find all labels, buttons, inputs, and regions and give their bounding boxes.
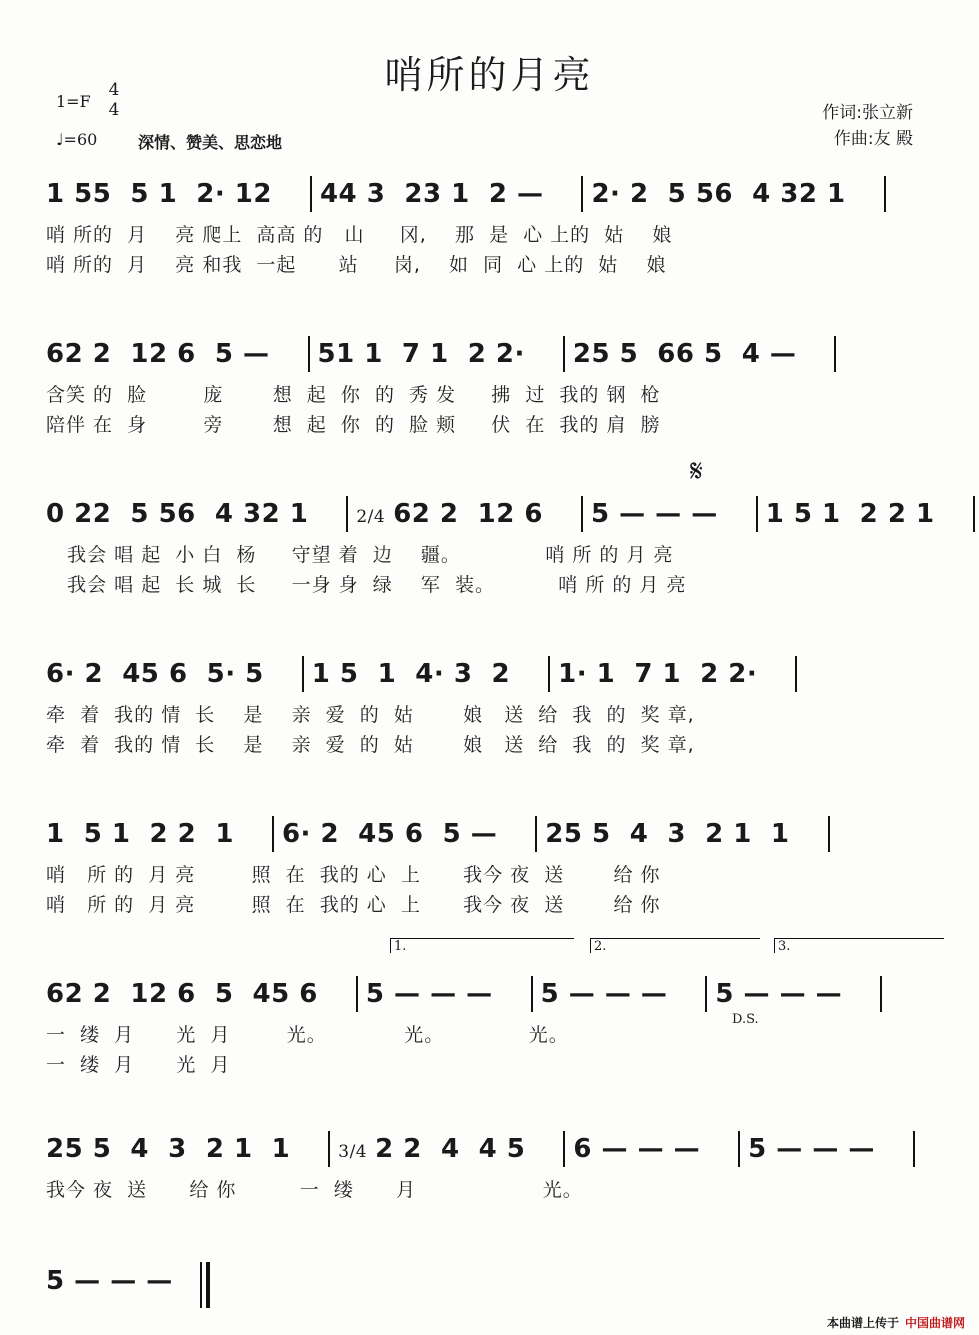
- notes-row: 6· 2 45 6 5· 5 1 5 1 4· 3 2 1· 1 7 1 2 2·: [46, 656, 805, 692]
- notes-row: 1 5 1 2 2 1 6· 2 45 6 5 — 25 5 4 3 2 1 1: [46, 816, 838, 852]
- composer-credit: 作曲:友 殿: [833, 129, 913, 149]
- volta-3: 3.: [774, 938, 944, 953]
- lyrics-verse-1: 含笑 的 脸 庞 想 起 你 的 秀 发 拂 过 我的 钢 枪: [46, 384, 661, 406]
- lyrics-verse-1: 哨 所的 月 亮 爬上 高高 的 山 冈, 那 是 心 上的 姑 娘: [46, 224, 673, 246]
- lyrics-verse-1: 一 缕 月 光 月 光。 光。 光。: [46, 1024, 569, 1046]
- volta-1: 1.: [390, 938, 574, 953]
- footer-brand[interactable]: 中国曲谱网: [904, 1316, 965, 1330]
- time-signature-bottom: 4: [108, 100, 120, 120]
- notes-row: 0 22 5 56 4 32 1 2/4 62 2 12 6 5 — — — 1 5 1 2 2 1: [46, 496, 979, 532]
- lyrics-verse-1: 哨 所 的 月 亮 照 在 我的 心 上 我今 夜 送 给 你: [46, 864, 661, 886]
- lyrics-verse-1: 牵 着 我的 情 长 是 亲 爱 的 姑 娘 送 给 我 的 奖 章,: [46, 704, 695, 726]
- notes-row: 1 55 5 1 2· 12 44 3 23 1 2 — 2· 2 5 56 4 32 1: [46, 176, 894, 212]
- notes-row: 62 2 12 6 5 — 51 1 7 1 2 2· 25 5 66 5 4 —: [46, 336, 844, 372]
- lyrics-verse-2: 陪伴 在 身 旁 想 起 你 的 脸 颊 伏 在 我的 肩 膀: [46, 414, 661, 436]
- final-barline-thick: [206, 1262, 210, 1308]
- notes-row: 5 — — —: [46, 1266, 173, 1296]
- notes-row: 62 2 12 6 5 45 6 5 — — — 5 — — — 5 — — —: [46, 976, 890, 1012]
- footer-credit: [827, 1314, 965, 1331]
- tempo-marking: ♩=60: [56, 130, 98, 149]
- lyrics-verse-1: 我会 唱 起 小 白 杨 守望 着 边 疆。 哨 所 的 月 亮: [46, 544, 674, 566]
- page-title: 哨所的月亮: [384, 53, 595, 97]
- segno-sign: 𝄋: [690, 454, 703, 489]
- footer-text: 本曲谱上传于: [826, 1316, 899, 1330]
- lyricist-credit: 作词:张立新: [822, 103, 913, 123]
- time-signature-change: 2/4: [356, 506, 386, 527]
- time-signature-change: 3/4: [338, 1141, 368, 1162]
- expression-marking: 深情、赞美、思恋地: [138, 133, 283, 152]
- volta-2: 2.: [590, 938, 760, 953]
- time-signature: [104, 80, 124, 120]
- lyrics-verse-2: 一 缕 月 光 月: [46, 1054, 231, 1076]
- lyrics-verse-2: 哨 所 的 月 亮 照 在 我的 心 上 我今 夜 送 给 你: [46, 894, 661, 916]
- lyrics-verse-2: 牵 着 我的 情 长 是 亲 爱 的 姑 娘 送 给 我 的 奖 章,: [46, 734, 695, 756]
- key-signature: 1=F: [56, 92, 91, 111]
- time-signature-top: 4: [108, 80, 120, 100]
- notes-row: 25 5 4 3 2 1 1 3/4 2 2 4 4 5 6 — — — 5 — — —: [46, 1131, 923, 1167]
- dal-segno-marking: D.S.: [732, 1012, 759, 1027]
- lyrics-verse-2: 我会 唱 起 长 城 长 一身 身 绿 军 装。 哨 所 的 月 亮: [46, 574, 687, 596]
- lyrics-verse-2: 哨 所的 月 亮 和我 一起 站 岗, 如 同 心 上的 姑 娘: [46, 254, 667, 276]
- final-barline-thin: [200, 1262, 202, 1308]
- lyrics-verse-1: 我今 夜 送 给 你 一 缕 月 光。: [46, 1179, 583, 1201]
